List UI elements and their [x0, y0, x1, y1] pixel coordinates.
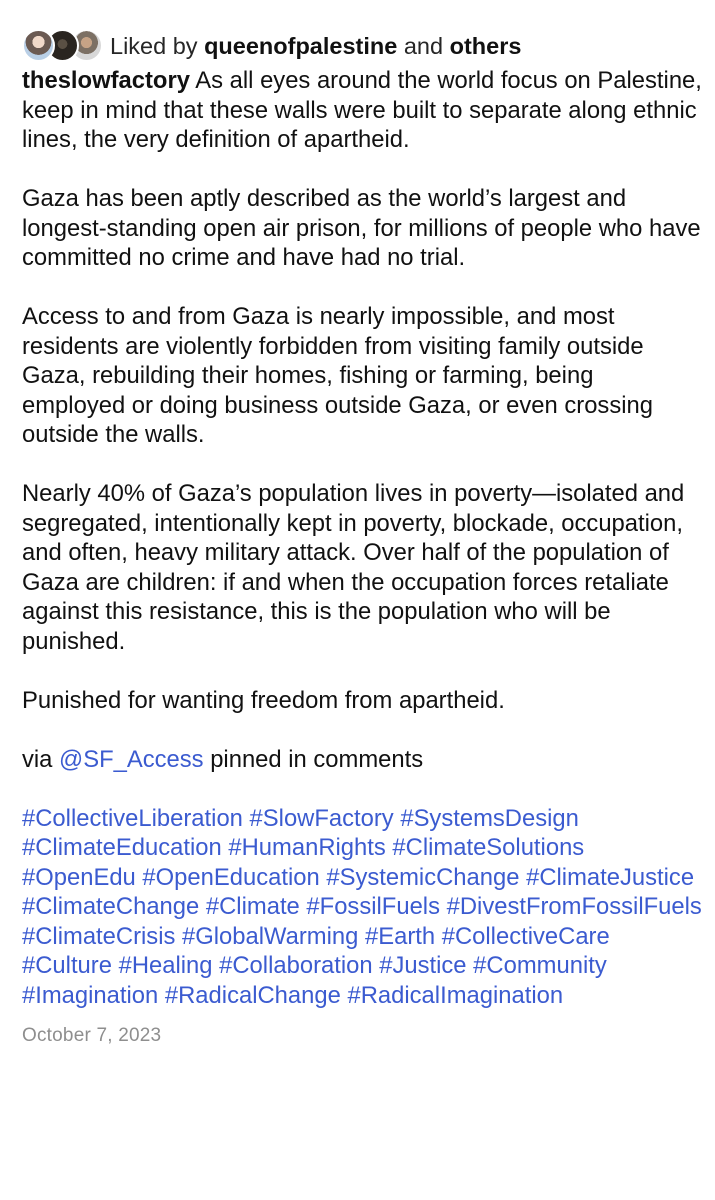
hashtag-link[interactable]: #Climate [205, 893, 300, 920]
hashtag-link[interactable]: #ClimateCrisis [22, 922, 176, 950]
caption-paragraph: Nearly 40% of Gaza’s population lives in poverty—isolated and segregated, intentionally kept in poverty, blockade, occupation, and often, heavy military attack. Over half of the population of Gaza are children: if and when the occupation forces retaliate against this resistance, this is the population who will be punished. [22, 480, 685, 655]
hashtag-link[interactable]: #RadicalImagination [347, 981, 564, 1009]
caption-text [22, 66, 702, 774]
hashtag-link[interactable]: #Earth [364, 922, 436, 950]
caption-paragraph [22, 66, 702, 155]
hashtag-link[interactable]: #OpenEducation [142, 863, 320, 891]
caption-paragraph: Access to and from Gaza is nearly impossible, and most residents are violently forbidden from visiting family outside Gaza, rebuilding their homes, fishing or farming, being employed or doing business outside Gaza, or even crossing outside the walls. [22, 303, 653, 448]
mention-link[interactable]: @SF_Access [59, 745, 204, 773]
hashtag-link[interactable]: #Culture [22, 952, 112, 979]
post-date: October 7, 2023 [22, 1025, 162, 1046]
via-prefix: via [22, 745, 53, 773]
caption-paragraph: Punished for wanting freedom from apartheid. [22, 686, 505, 714]
hashtag-link[interactable]: #ClimateJustice [526, 863, 695, 891]
likes-prefix: Liked by [110, 33, 198, 59]
via-suffix: pinned in comments [210, 745, 424, 773]
hashtag-link[interactable]: #HumanRights [228, 834, 386, 861]
likes-connector: and [403, 33, 444, 59]
avatar[interactable] [22, 29, 55, 62]
hashtag-link[interactable]: #Community [473, 952, 607, 979]
liker-avatars[interactable] [22, 26, 104, 66]
likes-summary[interactable] [110, 26, 521, 66]
hashtag-link[interactable]: #Collaboration [219, 952, 373, 979]
via-line [22, 745, 702, 775]
hashtag-link[interactable]: #Justice [379, 952, 467, 979]
post-caption-panel [22, 26, 702, 1048]
hashtag-link[interactable]: #Healing [118, 952, 213, 979]
hashtag-link[interactable]: #ClimateChange [22, 893, 200, 920]
hashtag-link[interactable]: #CollectiveCare [441, 922, 610, 950]
hashtag-link[interactable]: #CollectiveLiberation [22, 804, 243, 832]
likes-others-link[interactable]: others [449, 33, 522, 59]
hashtag-link[interactable]: #ClimateSolutions [392, 834, 585, 861]
caption-paragraph-text: As all eyes around the world focus on Palestine, keep in mind that these walls were built to separate along ethnic lines, the very definition of apartheid. [22, 67, 702, 153]
hashtag-link[interactable]: #FossilFuels [306, 893, 440, 920]
hashtag-link[interactable]: #DivestFromFossilFuels [446, 893, 702, 920]
hashtag-link[interactable]: #SystemicChange [326, 863, 520, 891]
hashtag-link[interactable]: #RadicalChange [164, 981, 341, 1009]
hashtag-link[interactable]: #SystemsDesign [400, 804, 579, 832]
hashtag-link[interactable]: #GlobalWarming [182, 922, 359, 950]
author-username[interactable]: theslowfactory [22, 67, 190, 94]
likes-row[interactable] [22, 26, 702, 66]
liker-username[interactable]: queenofpalestine [204, 33, 398, 59]
hashtag-link[interactable]: #OpenEdu [22, 863, 136, 891]
hashtag-link[interactable]: #SlowFactory [249, 804, 394, 832]
caption-paragraph: Gaza has been aptly described as the world’s largest and longest-standing open air prison, for millions of people who have committed no crime and have had no trial. [22, 185, 701, 271]
hashtag-link[interactable]: #ClimateEducation [22, 834, 222, 861]
hashtag-link[interactable]: #Imagination [22, 981, 159, 1009]
hashtag-list [22, 804, 702, 1011]
